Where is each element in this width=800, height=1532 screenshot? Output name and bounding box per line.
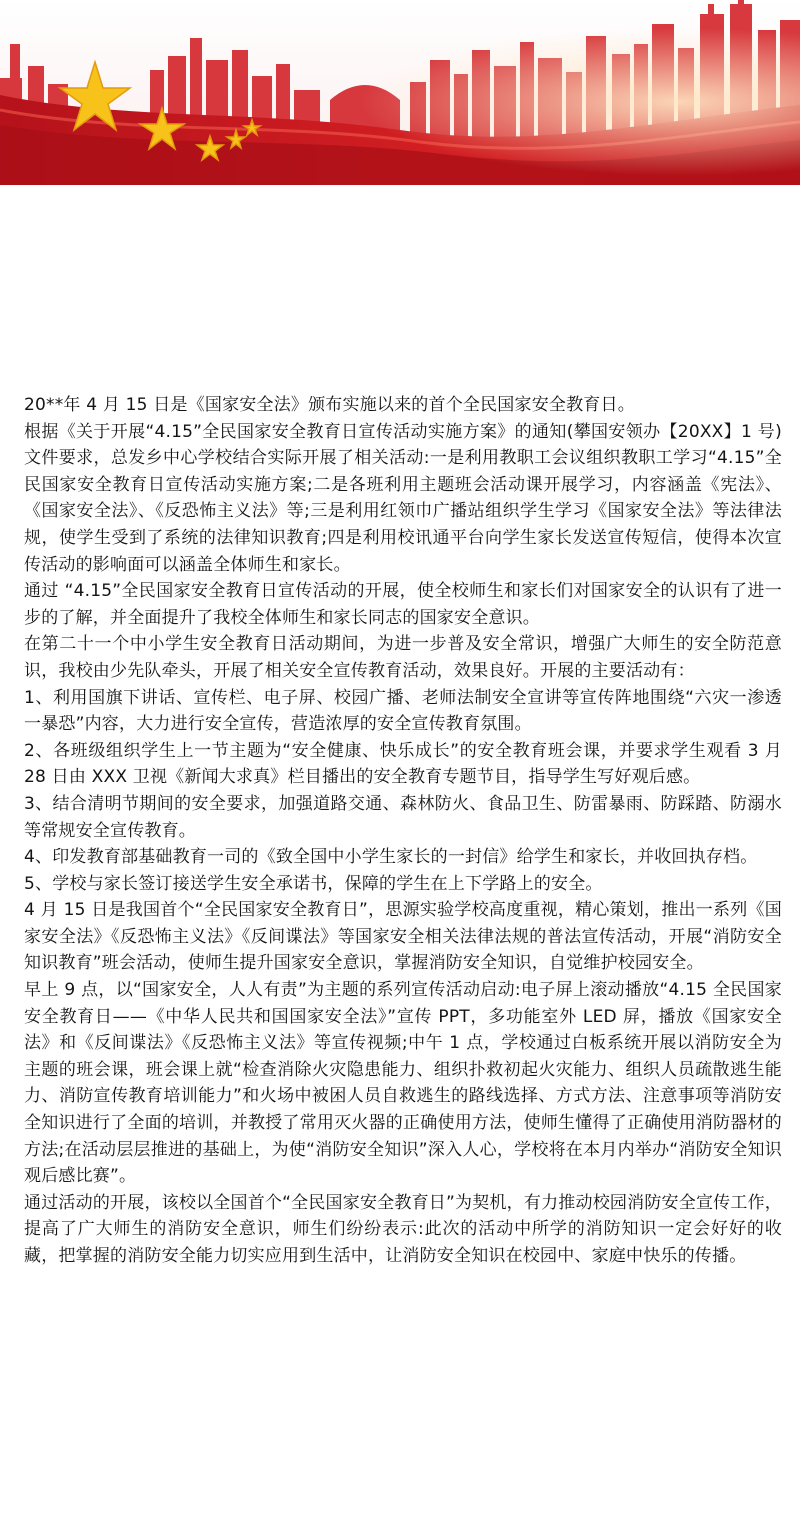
list-item: 4、印发教育部基础教育一司的《致全国中小学生家长的一封信》给学生和家长，并收回执存档。 <box>24 847 758 868</box>
stars-and-city-skyline-banner <box>0 0 800 185</box>
list-item: 1、利用国旗下讲话、宣传栏、电子屏、校园广播、老师法制安全宣讲等宣传阵地围绕“六灾一渗透一暴恐”内容，大力进行安全宣传，营造浓厚的安全宣传教育氛围。 <box>24 687 782 735</box>
paragraph: 早上 9 点，以“国家安全，人人有责”为主题的系列宣传活动启动:电子屏上滚动播放“4.15 全民国家安全教育日——《中华人民共和国国家安全法》”宣传 PPT，多功能室外 LED 屏，播放《国家安全法》和《反间谍法》《反恐怖主义法》等宣传视频;中午 1 点，学校通过白板系统开展以消防安全为主题的班会课，班会课上就“检查消除火灾隐患能力、组织扑救初起火灾能力、组织人员疏散逃生能力、消防宣传教育培训能力”和火场中被困人员自救逃生的路线选择、方式方法、注意事项等消防安全知识进行了全面的培训，并教授了常用灭火器的正确使用方法，使师生懂得了正确使用消防器材的方法;在活动层层推进的基础上，为使“消防安全知识”深入人心，学校将在本月内举办“消防安全知识观后感比赛”。 <box>24 980 782 1187</box>
paragraph: 20**年 4 月 15 日是《国家安全法》颁布实施以来的首个全民国家安全教育日。 <box>24 395 635 415</box>
paragraph: 通过活动的开展，该校以全国首个“全民国家安全教育日”为契机，有力推动校园消防安全宣传工作，提高了广大师生的消防安全意识，师生们纷纷表示:此次的活动中所学的消防知识一定会好好的收藏，把掌握的消防安全能力切实应用到生活中，让消防安全知识在校园中、家庭中快乐的传播。 <box>24 1192 782 1266</box>
paragraph: 在第二十一个中小学生安全教育日活动期间，为进一步普及安全常识，增强广大师生的安全防范意识，我校由少先队牵头，开展了相关安全宣传教育活动，效果良好。开展的主要活动有： <box>24 634 782 681</box>
list-item: 3、结合清明节期间的安全要求，加强道路交通、森林防火、食品卫生、防雷暴雨、防踩踏、防溺水等常规安全宣传教育。 <box>24 793 782 841</box>
article-body <box>24 392 782 1270</box>
paragraph: 通过 “4.15”全民国家安全教育日宣传活动的开展，使全校师生和家长们对国家安全的认识有了进一步的了解，并全面提升了我校全体师生和家长同志的国家安全意识。 <box>24 581 782 628</box>
list-item: 5、学校与家长签订接送学生安全承诺书，保障的学生在上下学路上的安全。 <box>24 873 603 894</box>
header-banner <box>0 0 800 185</box>
paragraph: 4 月 15 日是我国首个“全民国家安全教育日”，思源实验学校高度重视，精心策划，推出一系列《国家安全法》《反恐怖主义法》《反间谍法》等国家安全相关法律法规的普法宣传活动，开展“消防安全知识教育”班会活动，使师生提升国家安全意识，掌握消防安全知识，自觉维护校园安全。 <box>24 900 782 974</box>
paragraph: 根据《关于开展“4.15”全民国家安全教育日宣传活动实施方案》的通知(攀国安领办【20XX】1 号)文件要求，总发乡中心学校结合实际开展了相关活动:一是利用教职工会议组织教职工学习“4.15”全民国家安全教育日宣传活动实施方案;二是各班利用主题班会活动课开展学习，内容涵盖《宪法》、《国家安全法》、《反恐怖主义法》等;三是利用红领巾广播站组织学生学习《国家安全法》等法律法规，使学生受到了系统的法律知识教育;四是利用校讯通平台向学生家长发送宣传短信，使得本次宣传活动的影响面可以涵盖全体师生和家长。 <box>24 421 782 575</box>
list-item: 2、各班级组织学生上一节主题为“安全健康、快乐成长”的安全教育班会课，并要求学生观看 3 月 28 日由 XXX 卫视《新闻大求真》栏目播出的安全教育专题节目，指导学生写好观后感。 <box>24 740 782 788</box>
